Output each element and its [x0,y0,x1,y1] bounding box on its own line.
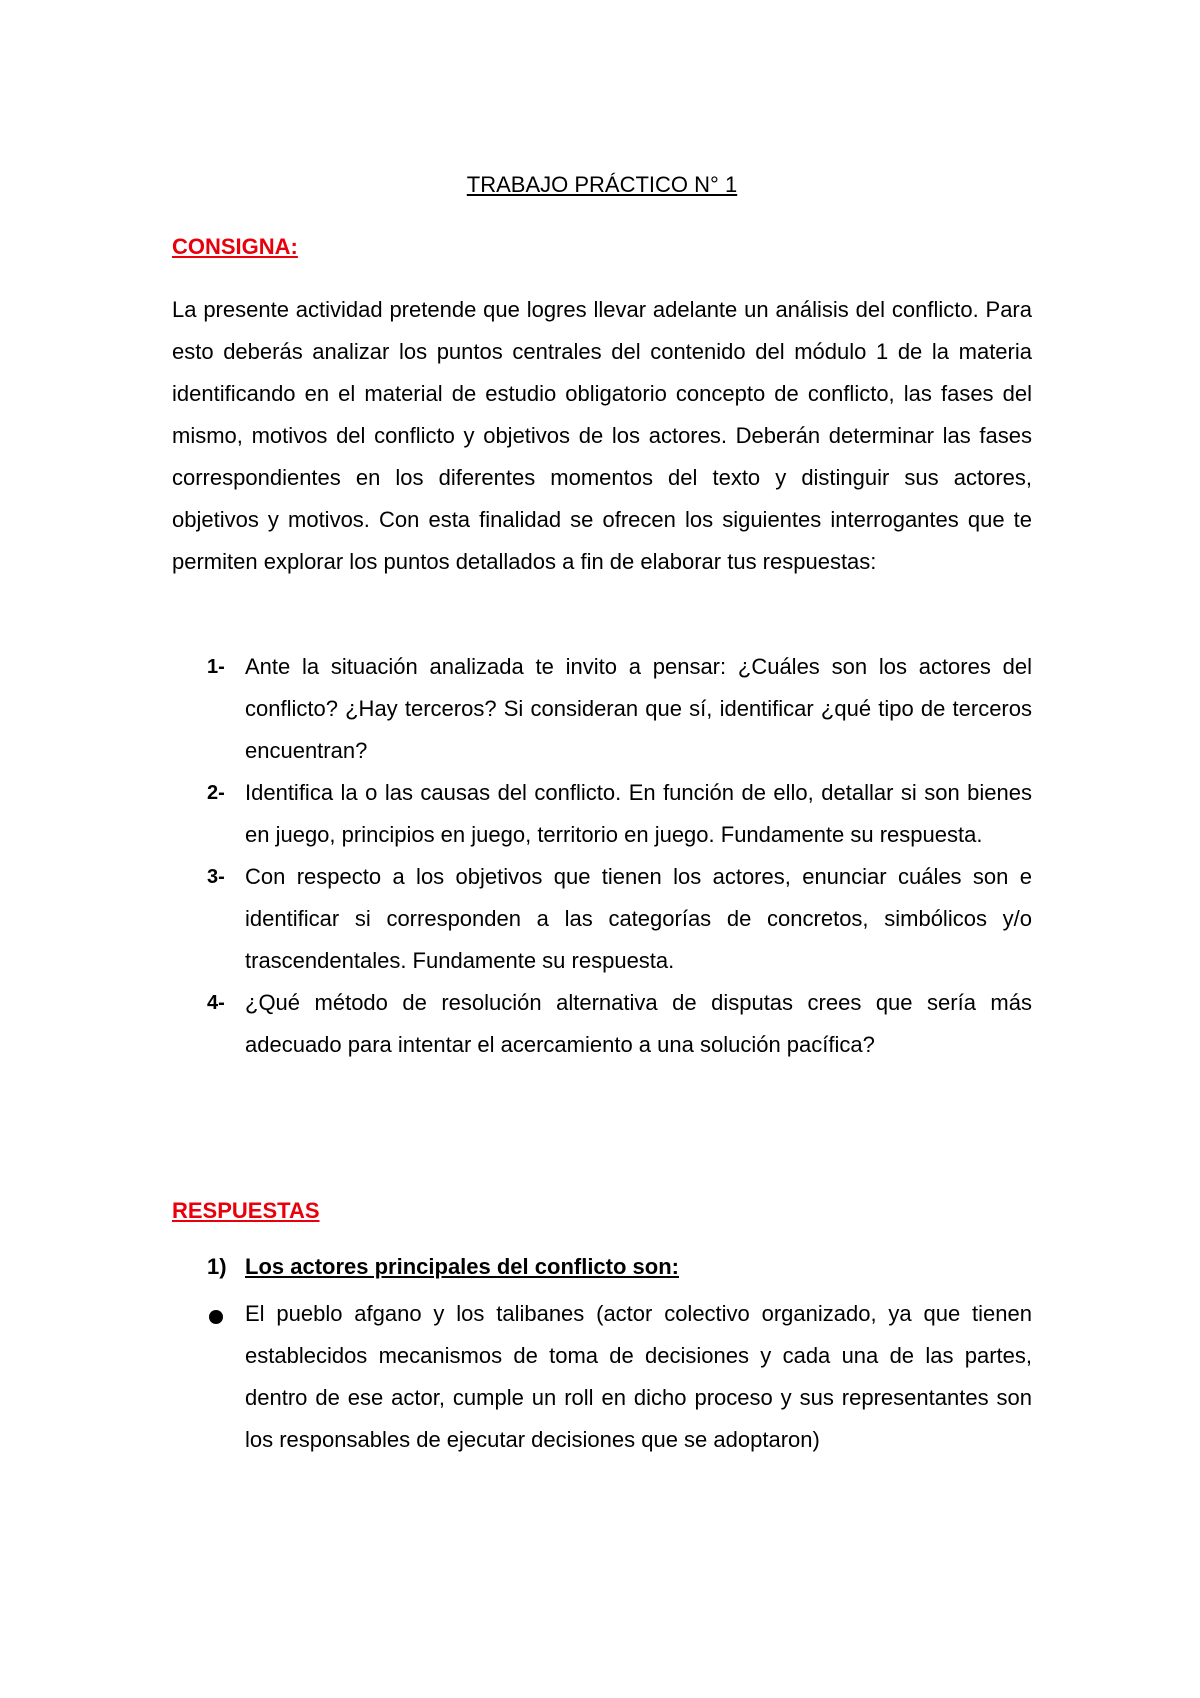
consigna-heading: CONSIGNA: [172,234,298,259]
answer-bullet-item [207,1293,1032,1461]
question-number: 1- [207,656,225,678]
list-item [207,856,1032,982]
questions-list [207,646,1032,1066]
question-number: 4- [207,992,225,1014]
question-number: 2- [207,782,225,804]
respuestas-heading: RESPUESTAS [172,1198,320,1223]
question-text: Ante la situación analizada te invito a pensar: ¿Cuáles son los actores del conflicto? ¿Hay terceros? Si consideran que sí, identificar ¿qué tipo de terceros encuentran? [245,654,1032,763]
bullet-icon [207,1293,245,1461]
answer-1-heading [207,1252,679,1282]
answer-heading-text: Los actores principales del conflicto son: [245,1254,679,1279]
list-item [207,646,1032,772]
list-item [207,982,1032,1066]
list-item [207,772,1032,856]
question-text: Con respecto a los objetivos que tienen los actores, enunciar cuáles son e identificar si corresponden a las categorías de concretos, simbólicos y/o trascendentales. Fundamente su respuesta. [245,864,1032,973]
answer-number: 1) [207,1254,227,1279]
question-number: 3- [207,866,225,888]
page-title: TRABAJO PRÁCTICO N° 1 [466,172,738,197]
question-text: ¿Qué método de resolución alternativa de disputas crees que sería más adecuado para intentar el acercamiento a una solución pacífica? [245,990,1032,1057]
intro-paragraph: La presente actividad pretende que logres llevar adelante un análisis del conflicto. Para esto deberás analizar los puntos centrales del contenido del módulo 1 de la materia identificando en el material de estudio obligatorio concepto de conflicto, las fases del mismo, motivos del conflicto y objetivos de los actores. Deberán determinar las fases correspondientes en los diferentes momentos del texto y distinguir sus actores, objetivos y motivos. Con esta finalidad se ofrecen los siguientes interrogantes que te permiten explorar los puntos detallados a fin de elaborar tus respuestas: [172,297,1032,574]
question-text: Identifica la o las causas del conflicto. En función de ello, detallar si son bienes en juego, principios en juego, territorio en juego. Fundamente su respuesta. [245,780,1032,847]
bullet-text: El pueblo afgano y los talibanes (actor colectivo organizado, ya que tienen establecidos mecanismos de toma de decisiones y cada una de las partes, dentro de ese actor, cumple un roll en dicho proceso y sus representantes son los responsables de ejecutar decisiones que se adoptaron) [245,1301,1032,1452]
